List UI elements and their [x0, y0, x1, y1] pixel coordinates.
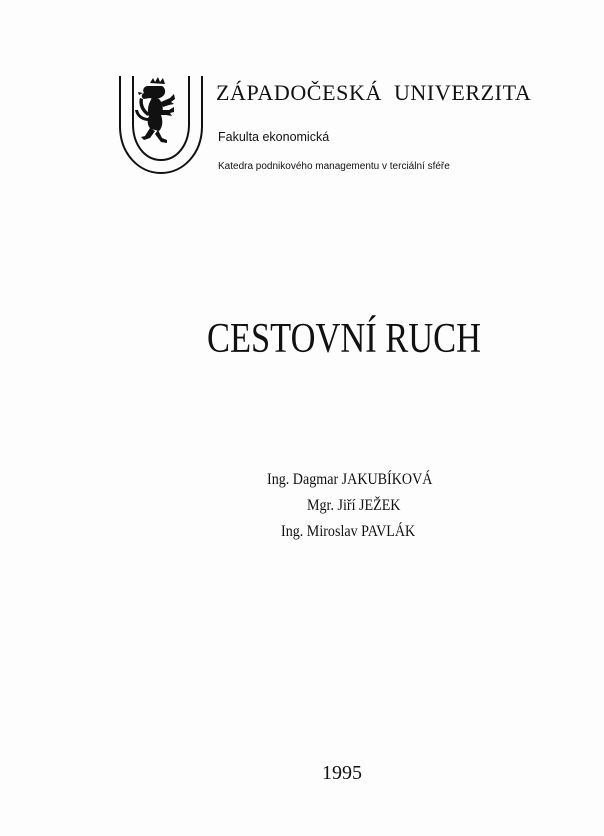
author-1	[267, 471, 432, 489]
author-2	[307, 497, 400, 515]
publication-year: 1995	[322, 762, 362, 784]
faculty-name: Fakulta ekonomická	[218, 130, 330, 144]
author-1-surname: JAKUBÍKOVÁ	[341, 471, 433, 488]
university-name-word-1: ZÁPADOČESKÁ	[216, 80, 382, 105]
author-1-prefix: Ing. Dagmar	[267, 471, 339, 488]
university-name	[216, 80, 531, 106]
author-3-surname: PAVLÁK	[361, 523, 416, 540]
university-lion-shield-icon	[117, 74, 205, 176]
university-name-word-2: UNIVERZITA	[393, 80, 532, 105]
author-3	[281, 523, 415, 541]
department-name: Katedra podnikového managementu v terciální sféře	[218, 161, 450, 172]
document-title: CESTOVNÍ RUCH	[207, 316, 481, 362]
author-2-prefix: Mgr. Jiří	[307, 497, 356, 514]
author-3-prefix: Ing. Miroslav	[281, 523, 358, 540]
author-2-surname: JEŽEK	[359, 497, 401, 514]
